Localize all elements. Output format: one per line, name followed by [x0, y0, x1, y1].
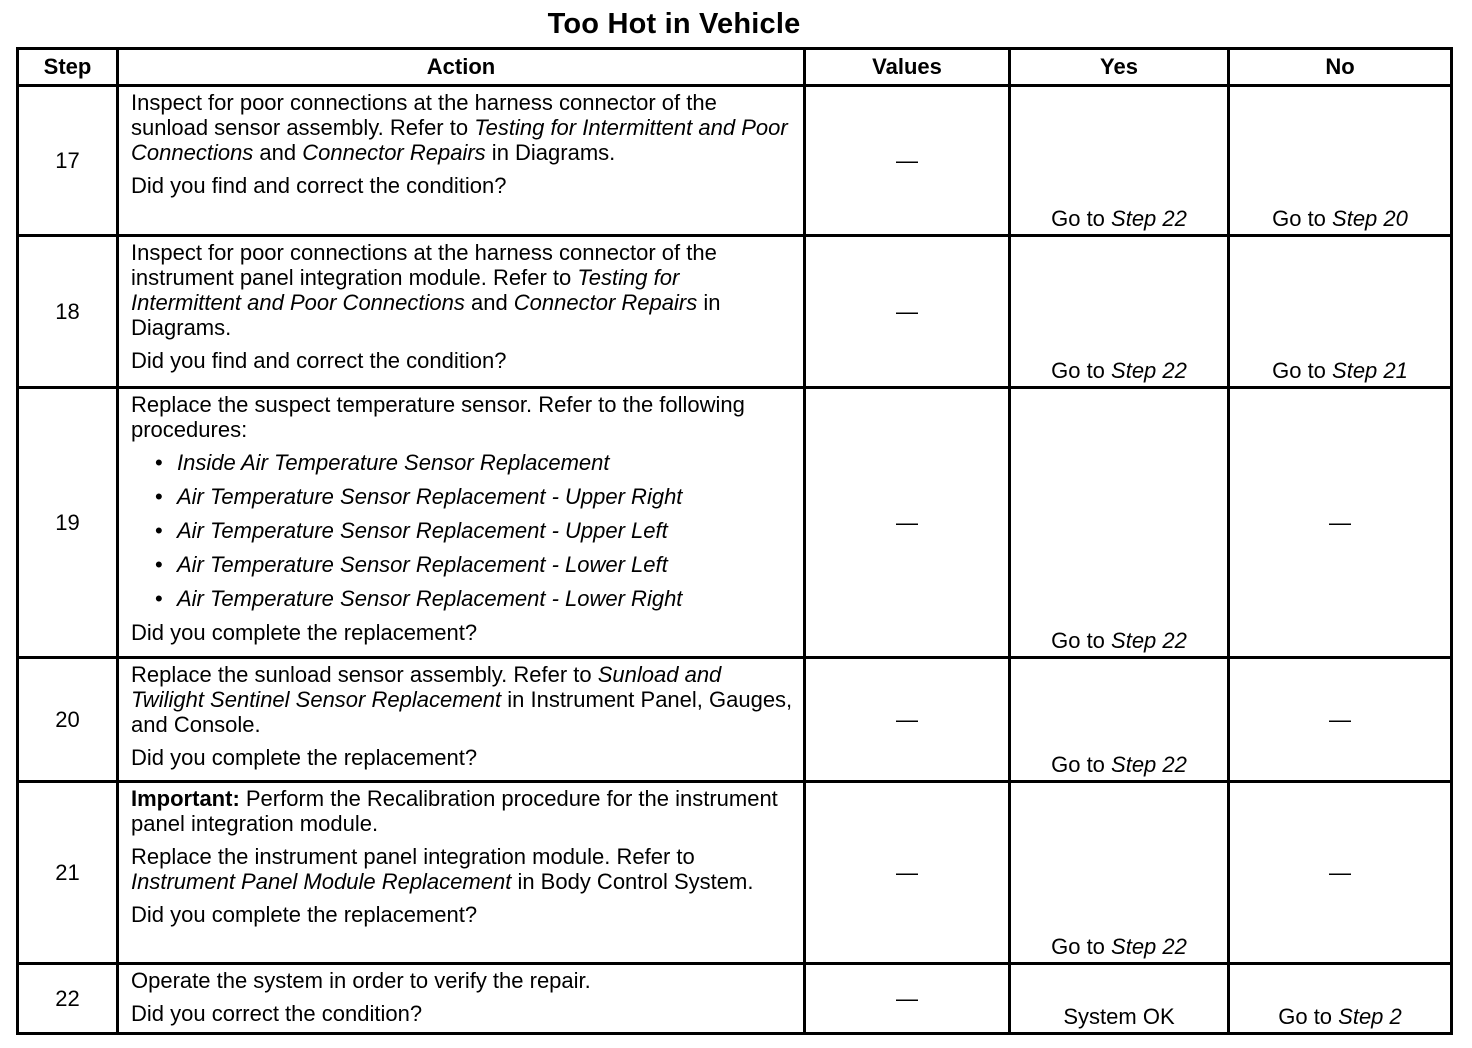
- step-reference: Step 2: [1338, 1004, 1402, 1029]
- list-item: • Air Temperature Sensor Replacement - Lower Left: [177, 552, 793, 577]
- no-cell: —: [1229, 388, 1452, 658]
- values-cell: —: [805, 388, 1010, 658]
- header-action: Action: [118, 49, 805, 86]
- no-cell: Go to Step 20: [1229, 86, 1452, 236]
- step-number: 20: [18, 658, 118, 782]
- action-question: Did you complete the replacement?: [131, 620, 478, 645]
- action-cell: [118, 782, 805, 964]
- action-question: Did you correct the condition?: [131, 1001, 423, 1026]
- values-cell: —: [805, 236, 1010, 388]
- action-text: Operate the system in order to verify the repair.: [131, 968, 591, 993]
- action-question: Did you complete the replacement?: [131, 902, 478, 927]
- table-row-step-17: [18, 86, 1452, 236]
- values-cell: —: [805, 782, 1010, 964]
- no-cell: —: [1229, 658, 1452, 782]
- step-reference: Step 22: [1111, 934, 1187, 959]
- action-cell: [118, 658, 805, 782]
- list-item: • Air Temperature Sensor Replacement - Lower Right: [177, 586, 793, 611]
- step-number: 17: [18, 86, 118, 236]
- no-cell: Go to Step 21: [1229, 236, 1452, 388]
- step-reference: Step 21: [1332, 358, 1408, 383]
- action-cell: [118, 964, 805, 1034]
- step-number: 22: [18, 964, 118, 1034]
- yes-cell: Go to Step 22: [1010, 236, 1229, 388]
- yes-cell: System OK: [1010, 964, 1229, 1034]
- yes-cell: Go to Step 22: [1010, 86, 1229, 236]
- yes-cell: Go to Step 22: [1010, 782, 1229, 964]
- step-number: 19: [18, 388, 118, 658]
- step-reference: Step 22: [1111, 752, 1187, 777]
- action-text: Replace the sunload sensor assembly. Refer to Sunload and Twilight Sentinel Sensor Replacement in Instrument Panel, Gauges, and Console.: [131, 662, 793, 737]
- values-cell: —: [805, 658, 1010, 782]
- step-number: 18: [18, 236, 118, 388]
- reference-link: Testing for Intermittent and Poor Connections: [131, 115, 788, 165]
- no-cell: Go to Step 2: [1229, 964, 1452, 1034]
- reference-link: Instrument Panel Module Replacement: [131, 869, 512, 894]
- no-cell: —: [1229, 782, 1452, 964]
- action-question: Did you find and correct the condition?: [131, 348, 507, 373]
- header-yes: Yes: [1010, 49, 1229, 86]
- values-cell: —: [805, 964, 1010, 1034]
- action-cell: [118, 86, 805, 236]
- list-item: • Air Temperature Sensor Replacement - Upper Left: [177, 518, 793, 543]
- action-cell: [118, 236, 805, 388]
- step-reference: Step 22: [1111, 628, 1187, 653]
- reference-link: Connector Repairs: [513, 290, 698, 315]
- table-row-step-20: [18, 658, 1452, 782]
- reference-link: Testing for Intermittent and Poor Connections: [131, 265, 680, 315]
- step-reference: Step 22: [1111, 358, 1187, 383]
- table-row-step-18: [18, 236, 1452, 388]
- important-label: Important:: [131, 786, 240, 811]
- table-row-step-22: [18, 964, 1452, 1034]
- action-question: Did you find and correct the condition?: [131, 173, 507, 198]
- yes-cell: Go to Step 22: [1010, 658, 1229, 782]
- header-values: Values: [805, 49, 1010, 86]
- yes-cell: Go to Step 22: [1010, 388, 1229, 658]
- step-reference: Step 22: [1111, 206, 1187, 231]
- procedure-list: [131, 450, 793, 611]
- reference-link: Sunload and Twilight Sentinel Sensor Replacement: [131, 662, 722, 712]
- page-title: Too Hot in Vehicle: [547, 8, 801, 40]
- step-number: 21: [18, 782, 118, 964]
- values-cell: —: [805, 86, 1010, 236]
- table-row-step-21: [18, 782, 1452, 964]
- action-text: Inspect for poor connections at the harness connector of the instrument panel integration module. Refer to Testing for Intermittent and Poor Connections and Connector Repairs in Diagrams.: [131, 240, 721, 340]
- action-cell: [118, 388, 805, 658]
- header-no: No: [1229, 49, 1452, 86]
- action-text: Replace the suspect temperature sensor. Refer to the following procedures:: [131, 392, 745, 442]
- important-note: Important: Perform the Recalibration procedure for the instrument panel integration module.: [131, 786, 778, 836]
- action-text: Replace the instrument panel integration module. Refer to Instrument Panel Module Replacement in Body Control System.: [131, 844, 754, 894]
- header-row: [18, 49, 1452, 86]
- header-step: Step: [18, 49, 118, 86]
- action-text: Inspect for poor connections at the harness connector of the sunload sensor assembly. Refer to Testing for Intermittent and Poor Connections and Connector Repairs in Diagrams.: [131, 90, 788, 165]
- action-question: Did you complete the replacement?: [131, 745, 478, 770]
- step-reference: Step 20: [1332, 206, 1408, 231]
- list-item: • Air Temperature Sensor Replacement - Upper Right: [177, 484, 793, 509]
- reference-link: Connector Repairs: [302, 140, 486, 165]
- table-row-step-19: [18, 388, 1452, 658]
- list-item: • Inside Air Temperature Sensor Replacement: [177, 450, 793, 475]
- diagnostic-table: [16, 47, 1453, 1035]
